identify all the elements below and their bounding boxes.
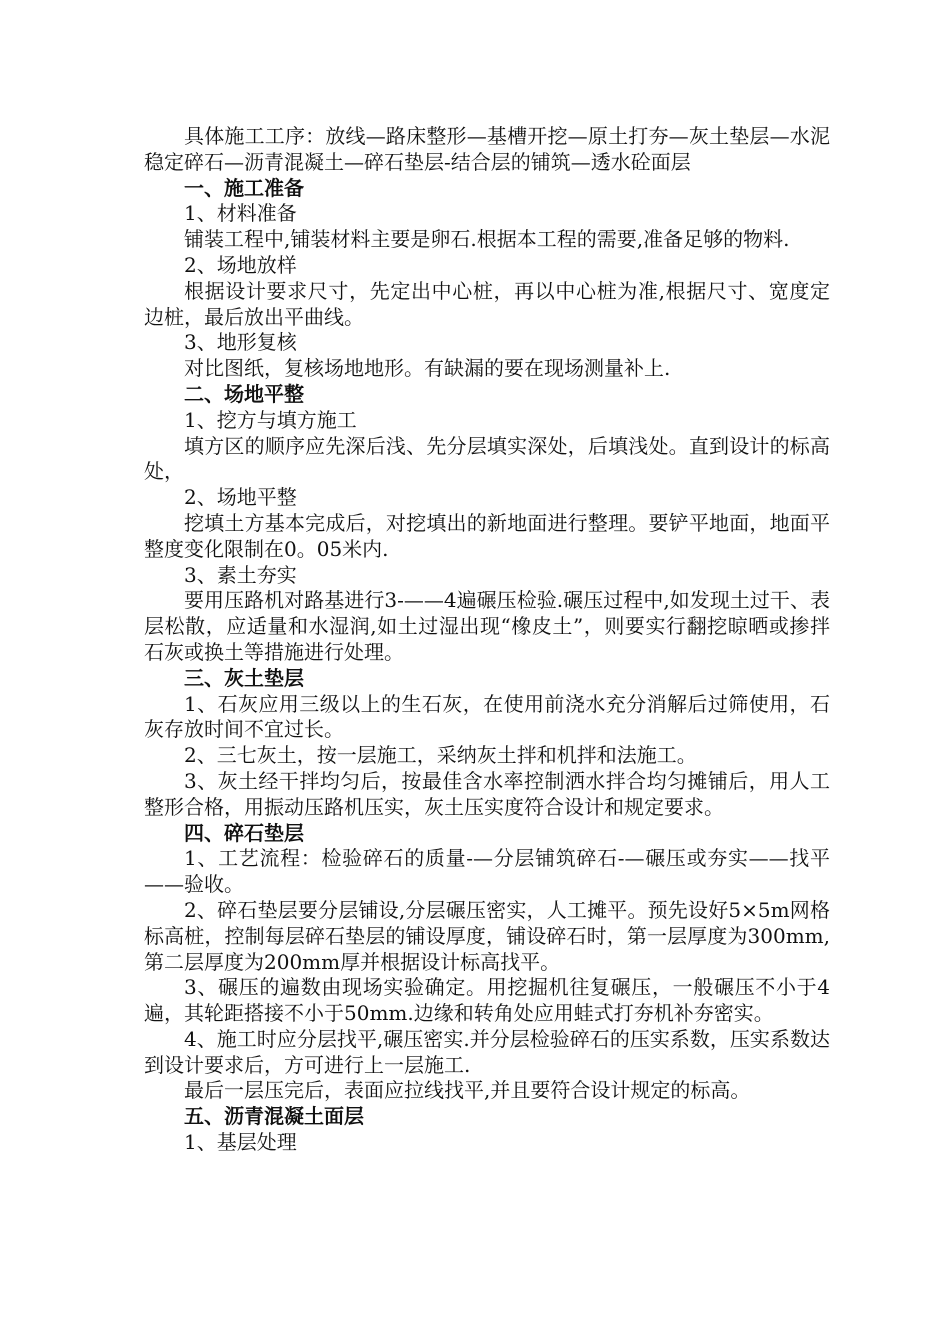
paragraph-soil-compaction: 要用压路机对路基进行3-——4遍碾压检验.碾压过程中,如发现土过干、表层松散，应适量和水湿润,如土过湿出现“橡皮土”，则要实行翻挖晾晒或掺拌石灰或换土等措施进行处理。 [144,588,830,664]
subheading-site-layout: 2、场地放样 [184,252,297,277]
section-heading-preparation: 一、施工准备 [184,175,304,200]
paragraph-site-layout: 根据设计要求尺寸，先定出中心桩，再以中心桩为准,根据尺寸、宽度定边桩，最后放出平曲线。 [144,278,830,329]
section-heading-gravel-cushion: 四、碎石垫层 [184,820,304,845]
document-body [144,124,830,1156]
paragraph-gravel-2: 2、碎石垫层要分层铺设,分层碾压密实，人工摊平。预先设好5×5m网格标高桩，控制每层碎石垫层的铺设厚度，铺设碎石时，第一层厚度为300mm,第二层厚度为200mm厚并根据设计标高找平。 [144,897,830,974]
paragraph-gravel-1: 1、工艺流程：检验碎石的质量-—分层铺筑碎石-—碾压或夯实——找平——验收。 [144,846,830,897]
paragraph-terrain-review: 对比图纸，复核场地地形。有缺漏的要在现场测量补上. [184,356,671,381]
paragraph-gravel-3: 3、碾压的遍数由现场实验确定。用挖掘机往复碾压，一般碾压不小于4遍，其轮距搭接不小于50mm.边缘和转角处应用蛙式打夯机补夯密实。 [144,975,830,1026]
subheading-base-treatment: 1、基层处理 [184,1130,297,1155]
paragraph-gravel-4: 4、施工时应分层找平,碾压密实.并分层检验碎石的压实系数，压实系数达到设计要求后，方可进行上一层施工. [144,1026,830,1077]
paragraph-cut-fill: 填方区的顺序应先深后浅、先分层填实深处，后填浅处。直到设计的标高处， [144,433,830,484]
section-heading-site-leveling: 二、场地平整 [184,381,304,406]
paragraph-site-leveling: 挖填土方基本完成后，对挖填出的新地面进行整理。要铲平地面，地面平整度变化限制在0。05米内. [144,510,830,561]
paragraph-lime-soil-2: 2、三七灰土，按一层施工，采纳灰土拌和机拌和法施工。 [184,743,697,768]
paragraph-lime-soil-3: 3、灰土经干拌均匀后，按最佳含水率控制洒水拌合均匀摊铺后，用人工整形合格，用振动压路机压实，灰土压实度符合设计和规定要求。 [144,768,830,819]
paragraph-gravel-final: 最后一层压完后，表面应拉线找平,并且要符合设计规定的标高。 [184,1078,751,1103]
process-summary-paragraph: 具体施工工序：放线—路床整形—基槽开挖—原土打夯—灰土垫层—水泥稳定碎石—沥青混凝土—碎石垫层-结合层的铺筑—透水砼面层 [144,124,830,174]
paragraph-lime-soil-1: 1、石灰应用三级以上的生石灰，在使用前浇水充分消解后过筛使用，石灰存放时间不宜过长。 [144,691,830,742]
subheading-terrain-review: 3、地形复核 [184,330,297,355]
subheading-soil-compaction: 3、素土夯实 [184,562,297,587]
subheading-site-leveling: 2、场地平整 [184,485,297,510]
section-heading-lime-soil: 三、灰土垫层 [184,665,304,690]
section-heading-asphalt: 五、沥青混凝土面层 [184,1104,364,1129]
paragraph-material-preparation: 铺装工程中,铺装材料主要是卵石.根据本工程的需要,准备足够的物料. [184,227,790,252]
subheading-cut-fill: 1、挖方与填方施工 [184,407,357,432]
subheading-material-preparation: 1、材料准备 [184,201,297,226]
